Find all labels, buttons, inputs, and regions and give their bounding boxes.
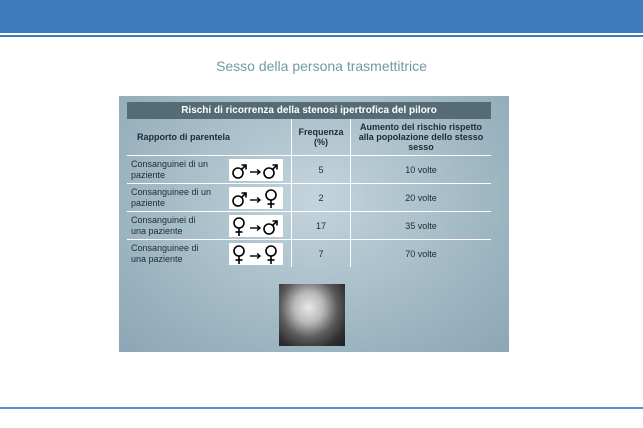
frequency-cell: 17 [292,212,351,240]
frequency-cell: 7 [292,240,351,268]
header-divider [0,35,643,37]
sex-transmission-icon [229,187,283,209]
xray-image [279,284,345,346]
risk-cell: 20 volte [351,184,492,212]
sex-transmission-icon [229,215,283,237]
relationship-label: Consanguinee di un paziente [131,186,212,208]
header-frequency: Frequenza (%) [292,119,351,156]
table-header-row [127,119,491,156]
female-to-female-icon [230,243,282,265]
relationship-cell [127,240,292,268]
table-row [127,212,491,240]
header-bar [0,0,643,33]
table-row [127,240,491,268]
male-to-female-icon [230,187,282,209]
relationship-cell [127,184,292,212]
risk-cell: 35 volte [351,212,492,240]
sex-transmission-icon [229,159,283,181]
male-to-male-icon [230,159,282,181]
header-risk: Aumento del rischio rispetto alla popolazione dello stesso sesso [351,119,492,156]
frequency-cell: 5 [292,156,351,184]
content-panel [119,96,509,352]
table-title: Rischi di ricorrenza della stenosi ipertrofica del piloro [127,102,491,119]
header-relationship: Rapporto di parentela [137,132,231,142]
relationship-cell [127,212,292,240]
risk-cell: 10 volte [351,156,492,184]
table-row [127,184,491,212]
female-to-male-icon [230,215,282,237]
table-row [127,156,491,184]
risk-cell: 70 volte [351,240,492,268]
recurrence-risk-table [127,119,491,267]
frequency-cell: 2 [292,184,351,212]
slide-title: Sesso della persona trasmettitrice [216,58,427,74]
relationship-cell [127,156,292,184]
relationship-label: Consanguinei di una paziente [131,214,196,236]
relationship-label: Consanguinee di una paziente [131,242,199,264]
sex-transmission-icon [229,243,283,265]
footer-divider [0,407,643,409]
relationship-label: Consanguinei di un paziente [131,158,209,180]
